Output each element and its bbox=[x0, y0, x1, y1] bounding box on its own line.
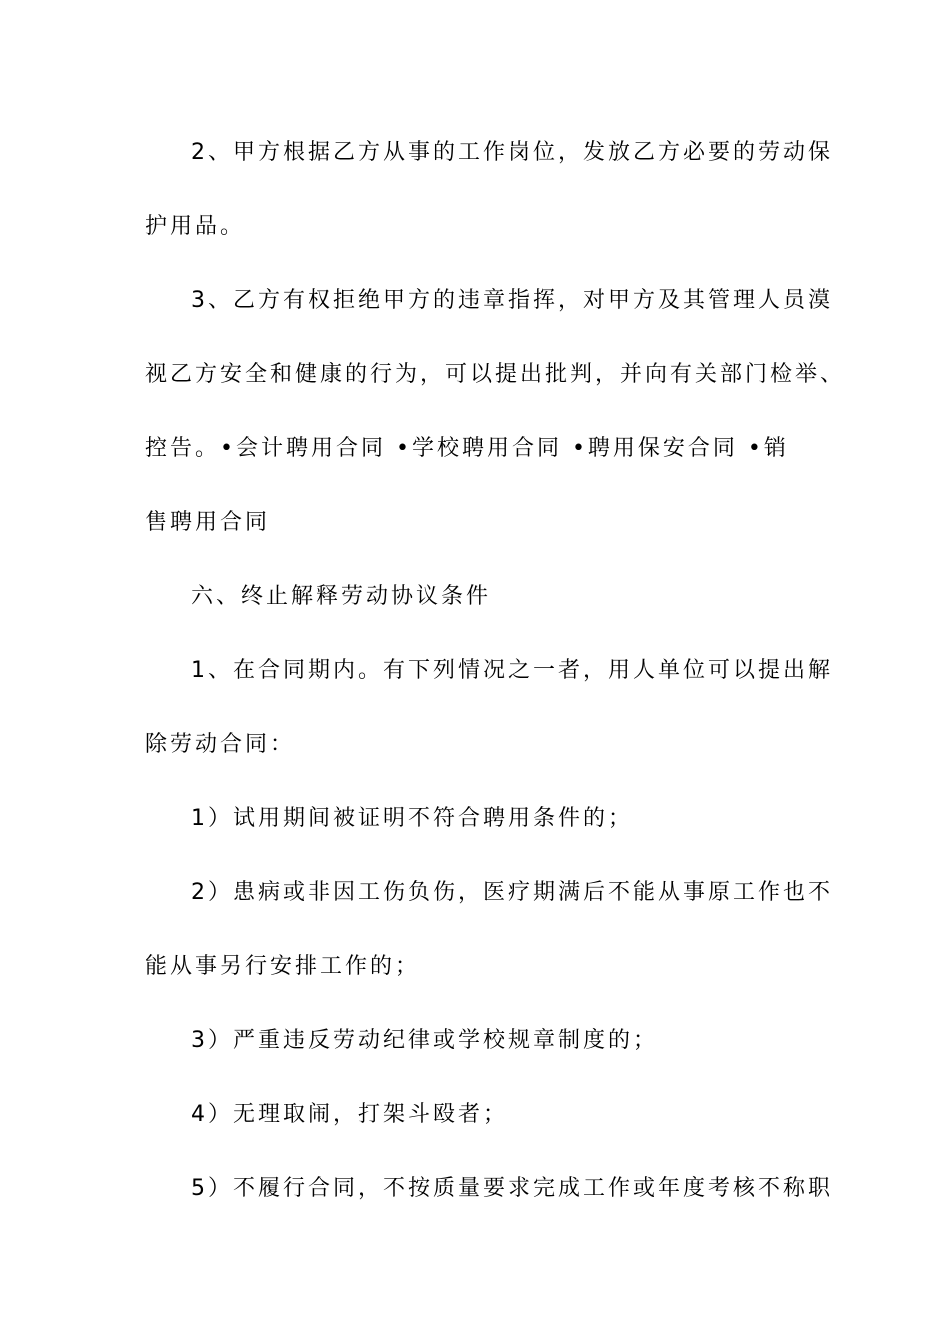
document-body bbox=[145, 126, 846, 1236]
paragraph-line: 除劳动合同： bbox=[145, 732, 296, 757]
paragraph-line: 1、在合同期内。有下列情况之一者，用人单位可以提出解 bbox=[191, 658, 833, 683]
paragraph-line: 3、乙方有权拒绝甲方的违章指挥，对甲方及其管理人员漠 bbox=[191, 288, 833, 313]
paragraph-line: 2、甲方根据乙方从事的工作岗位，发放乙方必要的劳动保 bbox=[191, 140, 833, 165]
paragraph-line: 视乙方安全和健康的行为，可以提出批判，并向有关部门检举、 bbox=[145, 362, 846, 387]
list-item: 4）无理取闹，打架斗殴者； bbox=[191, 1102, 508, 1127]
paragraph-line: 护用品。 bbox=[145, 214, 246, 239]
list-item: 5）不履行合同，不按质量要求完成工作或年度考核不称职 bbox=[191, 1176, 833, 1201]
section-heading: 六、终止解释劳动协议条件 bbox=[191, 584, 492, 609]
paragraph-line: 控告。•会计聘用合同 •学校聘用合同 •聘用保安合同 •销 bbox=[145, 436, 789, 461]
paragraph-line: 售聘用合同 bbox=[145, 510, 271, 535]
list-item: 2）患病或非因工伤负伤，医疗期满后不能从事原工作也不 bbox=[191, 880, 833, 905]
list-item: 1）试用期间被证明不符合聘用条件的； bbox=[191, 806, 633, 831]
paragraph-line: 能从事另行安排工作的； bbox=[145, 954, 421, 979]
list-item: 3）严重违反劳动纪律或学校规章制度的； bbox=[191, 1028, 658, 1053]
